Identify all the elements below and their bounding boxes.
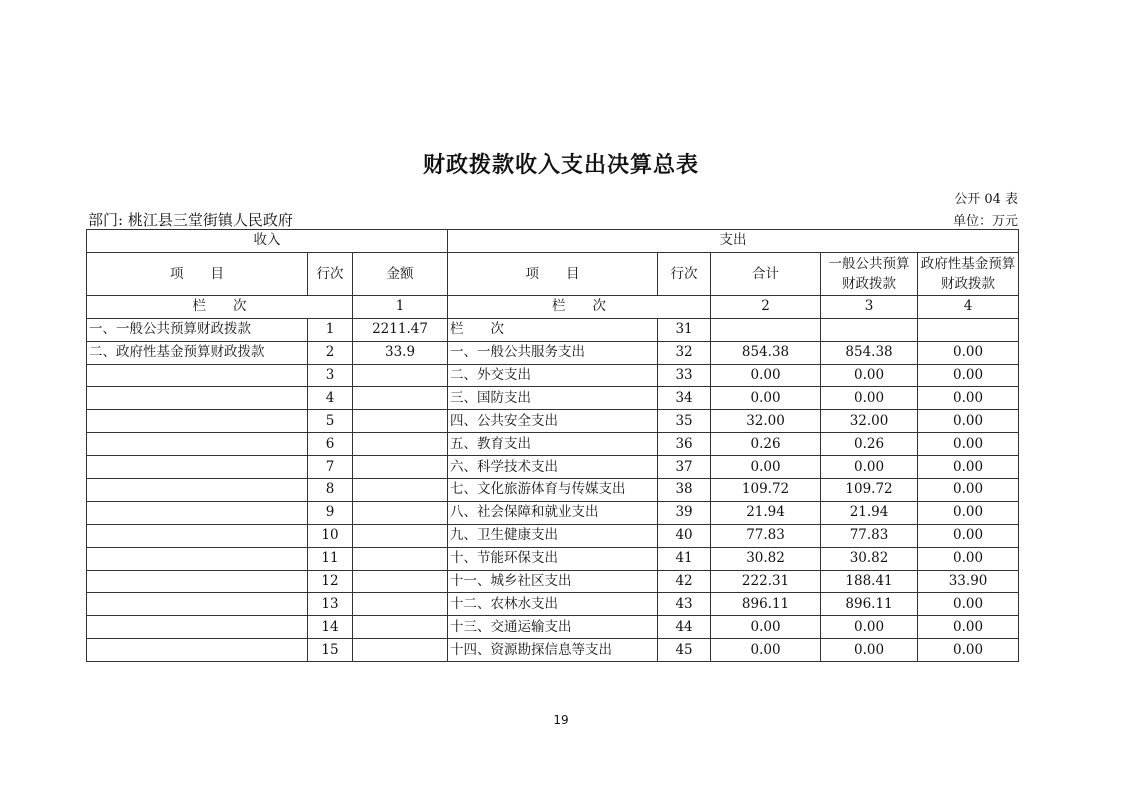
financial-table xyxy=(86,229,1019,662)
gov-fund-cell: 0.00 xyxy=(918,456,1019,479)
table-row xyxy=(87,410,1019,433)
total-cell xyxy=(711,318,821,341)
table-body xyxy=(87,318,1019,661)
total-cell: 21.94 xyxy=(711,501,821,524)
general-budget-cell: 188.41 xyxy=(821,570,918,593)
income-amount-cell xyxy=(353,410,448,433)
expense-rowno-cell: 38 xyxy=(658,479,711,502)
income-item-cell xyxy=(87,616,308,639)
income-amount-cell xyxy=(353,387,448,410)
income-item-cell xyxy=(87,501,308,524)
income-amount-cell xyxy=(353,570,448,593)
income-amount-cell: 33.9 xyxy=(353,341,448,364)
income-amount-cell xyxy=(353,547,448,570)
gov-fund-cell: 0.00 xyxy=(918,616,1019,639)
income-item-cell xyxy=(87,456,308,479)
table-row xyxy=(87,524,1019,547)
general-budget-cell: 0.26 xyxy=(821,433,918,456)
total-cell: 0.26 xyxy=(711,433,821,456)
gov-fund-cell: 0.00 xyxy=(918,410,1019,433)
unit-label: 单位：万元 xyxy=(952,214,1018,229)
income-item-cell xyxy=(87,639,308,662)
income-item-cell xyxy=(87,364,308,387)
table-row xyxy=(87,616,1019,639)
table-row xyxy=(87,318,1019,341)
expense-item-cell: 九、卫生健康支出 xyxy=(448,524,658,547)
general-budget-cell: 896.11 xyxy=(821,593,918,616)
income-item-header: 项 目 xyxy=(87,252,308,295)
expense-rowno-cell: 37 xyxy=(658,456,711,479)
income-item-cell xyxy=(87,410,308,433)
general-budget-cell: 0.00 xyxy=(821,639,918,662)
expense-item-cell: 七、文化旅游体育与传媒支出 xyxy=(448,479,658,502)
expense-item-cell: 十、节能环保支出 xyxy=(448,547,658,570)
total-cell: 32.00 xyxy=(711,410,821,433)
income-amount-cell xyxy=(353,501,448,524)
total-cell: 30.82 xyxy=(711,547,821,570)
expense-header: 支出 xyxy=(448,230,1019,253)
expense-rowno-cell: 31 xyxy=(658,318,711,341)
general-budget-cell: 0.00 xyxy=(821,456,918,479)
income-amount-header: 金额 xyxy=(353,252,448,295)
table-row xyxy=(87,387,1019,410)
total-cell: 854.38 xyxy=(711,341,821,364)
total-cell: 77.83 xyxy=(711,524,821,547)
general-budget-cell: 32.00 xyxy=(821,410,918,433)
income-rowno-cell: 13 xyxy=(308,593,353,616)
table-row xyxy=(87,456,1019,479)
header-row-group xyxy=(87,230,1019,253)
income-rowno-cell: 11 xyxy=(308,547,353,570)
header-row-numbers xyxy=(87,295,1019,318)
income-item-cell: 一、一般公共预算财政拨款 xyxy=(87,318,308,341)
form-number: 公开 04 表 xyxy=(954,192,1018,207)
income-amount-cell: 2211.47 xyxy=(353,318,448,341)
table-row xyxy=(87,341,1019,364)
gov-fund-cell: 0.00 xyxy=(918,593,1019,616)
expense-rowno-cell: 41 xyxy=(658,547,711,570)
income-amount-cell xyxy=(353,479,448,502)
general-budget-cell: 854.38 xyxy=(821,341,918,364)
expense-rowno-header: 行次 xyxy=(658,252,711,295)
income-amount-cell xyxy=(353,593,448,616)
expense-item-cell: 五、教育支出 xyxy=(448,433,658,456)
gov-fund-cell: 0.00 xyxy=(918,387,1019,410)
income-item-cell: 二、政府性基金预算财政拨款 xyxy=(87,341,308,364)
income-rowno-cell: 10 xyxy=(308,524,353,547)
income-rowno-cell: 8 xyxy=(308,479,353,502)
general-budget-header: 一般公共预算财政拨款 xyxy=(821,252,918,295)
table-row xyxy=(87,479,1019,502)
income-rowno-cell: 3 xyxy=(308,364,353,387)
income-rowno-cell: 2 xyxy=(308,341,353,364)
total-cell: 0.00 xyxy=(711,456,821,479)
table-row xyxy=(87,547,1019,570)
total-cell: 896.11 xyxy=(711,593,821,616)
income-item-cell xyxy=(87,479,308,502)
total-cell: 0.00 xyxy=(711,364,821,387)
gov-fund-header: 政府性基金预算财政拨款 xyxy=(918,252,1019,295)
expense-item-cell: 十三、交通运输支出 xyxy=(448,616,658,639)
column-no-2: 2 xyxy=(711,295,821,318)
income-amount-cell xyxy=(353,639,448,662)
total-cell: 0.00 xyxy=(711,616,821,639)
expense-item-cell: 栏 次 xyxy=(448,318,658,341)
gov-fund-cell: 0.00 xyxy=(918,433,1019,456)
expense-item-cell: 六、科学技术支出 xyxy=(448,456,658,479)
expense-item-cell: 十四、资源勘探信息等支出 xyxy=(448,639,658,662)
expense-item-cell: 二、外交支出 xyxy=(448,364,658,387)
total-cell: 0.00 xyxy=(711,387,821,410)
income-amount-cell xyxy=(353,456,448,479)
income-rowno-header: 行次 xyxy=(308,252,353,295)
expense-rowno-cell: 35 xyxy=(658,410,711,433)
total-cell: 222.31 xyxy=(711,570,821,593)
expense-item-cell: 四、公共安全支出 xyxy=(448,410,658,433)
income-item-cell xyxy=(87,387,308,410)
general-budget-cell: 109.72 xyxy=(821,479,918,502)
expense-rowno-cell: 36 xyxy=(658,433,711,456)
table-row xyxy=(87,639,1019,662)
general-budget-cell: 77.83 xyxy=(821,524,918,547)
expense-item-cell: 十一、城乡社区支出 xyxy=(448,570,658,593)
general-budget-cell: 0.00 xyxy=(821,387,918,410)
expense-rowno-cell: 45 xyxy=(658,639,711,662)
income-rowno-cell: 15 xyxy=(308,639,353,662)
table-row xyxy=(87,433,1019,456)
expense-rowno-cell: 44 xyxy=(658,616,711,639)
income-rowno-cell: 9 xyxy=(308,501,353,524)
expense-rowno-cell: 33 xyxy=(658,364,711,387)
table-row xyxy=(87,593,1019,616)
department-label: 部门: 桃江县三堂街镇人民政府 xyxy=(88,211,293,229)
income-rowno-cell: 5 xyxy=(308,410,353,433)
gov-fund-cell: 0.00 xyxy=(918,364,1019,387)
column-no-4: 4 xyxy=(918,295,1019,318)
income-item-cell xyxy=(87,524,308,547)
income-item-cell xyxy=(87,547,308,570)
gov-fund-cell: 0.00 xyxy=(918,479,1019,502)
table-row xyxy=(87,570,1019,593)
income-rowno-cell: 12 xyxy=(308,570,353,593)
income-rowno-cell: 6 xyxy=(308,433,353,456)
income-item-cell xyxy=(87,593,308,616)
general-budget-cell: 0.00 xyxy=(821,616,918,639)
gov-fund-cell xyxy=(918,318,1019,341)
expense-item-cell: 十二、农林水支出 xyxy=(448,593,658,616)
expense-rowno-cell: 40 xyxy=(658,524,711,547)
income-amount-cell xyxy=(353,433,448,456)
income-amount-cell xyxy=(353,364,448,387)
income-header: 收入 xyxy=(87,230,448,253)
income-amount-cell xyxy=(353,616,448,639)
income-rowno-cell: 7 xyxy=(308,456,353,479)
general-budget-cell: 21.94 xyxy=(821,501,918,524)
gov-fund-cell: 0.00 xyxy=(918,639,1019,662)
total-cell: 109.72 xyxy=(711,479,821,502)
column-no-label-expense: 栏 次 xyxy=(448,295,711,318)
income-rowno-cell: 1 xyxy=(308,318,353,341)
gov-fund-cell: 0.00 xyxy=(918,547,1019,570)
expense-item-cell: 八、社会保障和就业支出 xyxy=(448,501,658,524)
general-budget-cell: 0.00 xyxy=(821,364,918,387)
income-item-cell xyxy=(87,570,308,593)
gov-fund-cell: 0.00 xyxy=(918,501,1019,524)
expense-rowno-cell: 43 xyxy=(658,593,711,616)
income-rowno-cell: 4 xyxy=(308,387,353,410)
expense-rowno-cell: 32 xyxy=(658,341,711,364)
total-cell: 0.00 xyxy=(711,639,821,662)
gov-fund-cell: 0.00 xyxy=(918,341,1019,364)
gov-fund-cell: 0.00 xyxy=(918,524,1019,547)
expense-rowno-cell: 34 xyxy=(658,387,711,410)
expense-item-cell: 一、一般公共服务支出 xyxy=(448,341,658,364)
column-no-1: 1 xyxy=(353,295,448,318)
expense-rowno-cell: 39 xyxy=(658,501,711,524)
table-row xyxy=(87,501,1019,524)
expense-item-cell: 三、国防支出 xyxy=(448,387,658,410)
expense-rowno-cell: 42 xyxy=(658,570,711,593)
income-rowno-cell: 14 xyxy=(308,616,353,639)
column-no-3: 3 xyxy=(821,295,918,318)
gov-fund-cell: 33.90 xyxy=(918,570,1019,593)
page-title: 财政拨款收入支出决算总表 xyxy=(422,152,699,178)
table-row xyxy=(87,364,1019,387)
column-no-label: 栏 次 xyxy=(87,295,353,318)
header-row-columns xyxy=(87,252,1019,295)
total-header: 合计 xyxy=(711,252,821,295)
expense-item-header: 项 目 xyxy=(448,252,658,295)
income-item-cell xyxy=(87,433,308,456)
general-budget-cell xyxy=(821,318,918,341)
page-number: 19 xyxy=(553,713,569,727)
income-amount-cell xyxy=(353,524,448,547)
general-budget-cell: 30.82 xyxy=(821,547,918,570)
